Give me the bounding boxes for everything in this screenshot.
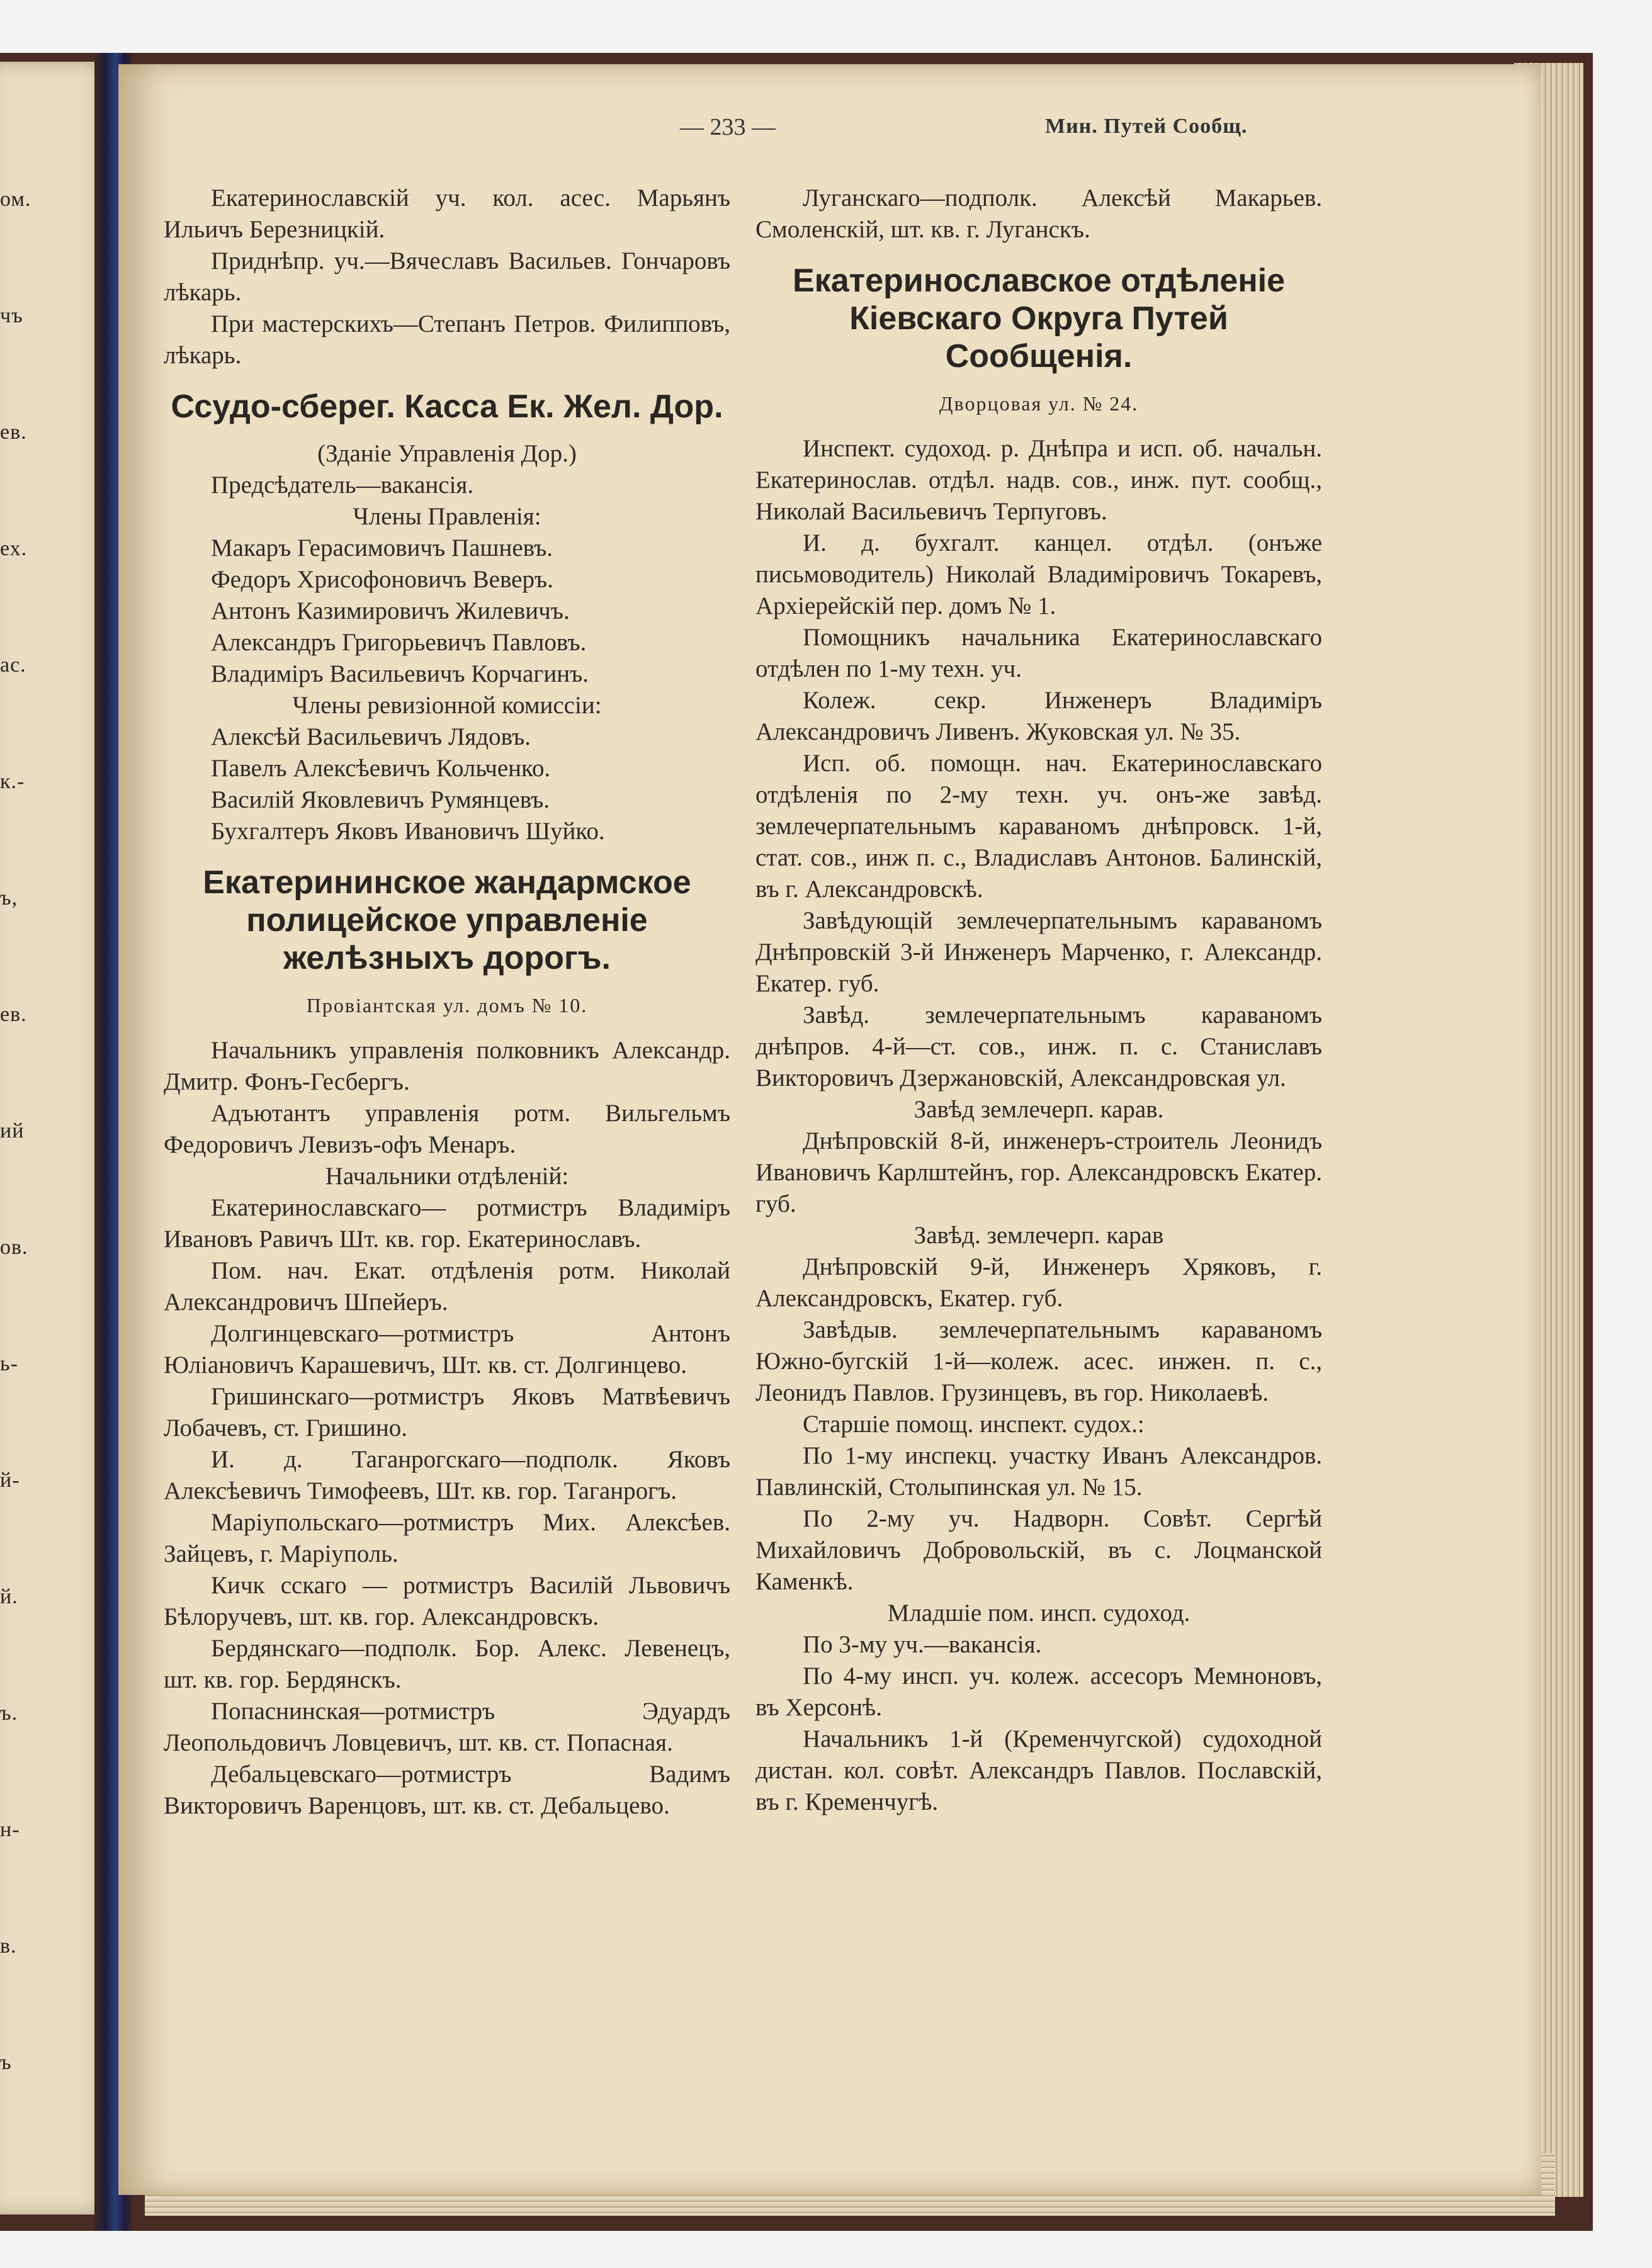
entry-paragraph: Екатеринославскаго— ротмистръ Владиміръ Ивановъ Равичъ Шт. кв. гор. Екатеринославъ. bbox=[164, 1194, 730, 1253]
subheading: Завѣд землечерп. карав. bbox=[914, 1096, 1164, 1123]
entry-paragraph: Пом. нач. Екат. отдѣленія ротм. Николай Александровичъ Шпейеръ. bbox=[164, 1257, 730, 1316]
entry-paragraph: Начальникъ управленія полковникъ Александр. Дмитр. Фонъ-Гесбергъ. bbox=[164, 1037, 730, 1095]
left-page-fragment: н- bbox=[0, 1818, 20, 1841]
left-page-fragment: ех. bbox=[0, 537, 28, 560]
entry-paragraph: При мастерскихъ—Степанъ Петров. Филипповъ, лѣкарь. bbox=[164, 310, 730, 369]
left-page-fragment: чъ bbox=[0, 304, 23, 327]
entry-paragraph: Кичк сскаго — ротмистръ Василій Львовичъ Бѣлоручевъ, шт. кв. гор. Александровскъ. bbox=[164, 1572, 730, 1630]
entry-paragraph: Бухгалтеръ Яковъ Ивановичъ Шуйко. bbox=[211, 818, 605, 845]
entry-paragraph: Маріупольскаго—ротмистръ Мих. Алексѣев. Зайцевъ, г. Маріуполь. bbox=[164, 1509, 730, 1567]
left-column bbox=[164, 183, 730, 1822]
entry-paragraph: Федоръ Хрисофоновичъ Веверъ. bbox=[211, 566, 553, 593]
entry-paragraph: Помощникъ начальника Екатеринославскаго отдѣлен по 1-му техн. уч. bbox=[755, 624, 1322, 682]
left-page-fragment: й. bbox=[0, 1585, 18, 1608]
left-page-fragment: ев. bbox=[0, 1003, 27, 1026]
page-number: — 233 — bbox=[680, 114, 776, 140]
left-page-fragment: ь- bbox=[0, 1352, 18, 1375]
entry-paragraph: По 1-му инспекц. участку Иванъ Александров. Павлинскій, Столыпинская ул. № 15. bbox=[755, 1442, 1322, 1501]
entry-paragraph: Адъютантъ управленія ротм. Вильгельмъ Федоровичъ Левизъ-офъ Менаръ. bbox=[164, 1100, 730, 1158]
left-page-fragment: ий bbox=[0, 1119, 25, 1142]
right-column bbox=[755, 183, 1322, 1818]
section-heading: Екатеринославское отдѣленіе Кіевскаго Округа Путей Сообщенія. bbox=[792, 262, 1285, 375]
left-page-fragment: ъ. bbox=[0, 1701, 18, 1725]
entry-paragraph: Завѣд. землечерпательнымъ караваномъ днѣпров. 4-й—ст. сов., инж. п. с. Станиславъ Викторовичъ Дзержановскій, Александровская ул. bbox=[755, 1001, 1322, 1092]
left-page-fragment: ас. bbox=[0, 653, 26, 677]
subheading: Младшіе пом. инсп. судоход. bbox=[887, 1599, 1191, 1627]
entry-paragraph: И. д. бухгалт. канцел. отдѣл. (онъже письмоводитель) Николай Владиміровичъ Токаревъ, Архіерейскій пер. домъ № 1. bbox=[755, 529, 1322, 619]
entry-paragraph: Луганскаго—подполк. Алексѣй Макарьев. Смоленскій, шт. кв. г. Луганскъ. bbox=[755, 184, 1322, 243]
subheading: Члены ревизіонной комиссіи: bbox=[292, 692, 602, 719]
entry-paragraph: Александръ Григорьевичъ Павловъ. bbox=[211, 629, 587, 656]
entry-paragraph: Колеж. секр. Инженеръ Владиміръ Александровичъ Ливенъ. Жуковская ул. № 35. bbox=[755, 687, 1322, 745]
entry-paragraph: Начальникъ 1-й (Кременчугской) судоходной дистан. кол. совѣт. Александръ Павлов. Пославскій, въ г. Кременчугѣ. bbox=[755, 1725, 1322, 1815]
entry-paragraph: По 2-му уч. Надворн. Совѣт. Сергѣй Михайловичъ Добровольскій, въ с. Лоцманской Каменкѣ. bbox=[755, 1505, 1322, 1595]
left-page-fragment: ев. bbox=[0, 420, 27, 444]
entry-paragraph: Макаръ Герасимовичъ Пашневъ. bbox=[211, 534, 553, 561]
subheading: Завѣд. землечерп. карав bbox=[914, 1222, 1164, 1249]
entry-paragraph: По 4-му инсп. уч. колеж. ассесоръ Мемноновъ, въ Херсонѣ. bbox=[755, 1662, 1322, 1721]
entry-paragraph: Завѣдующій землечерпательнымъ караваномъ Днѣпровскій 3-й Инженеръ Марченко, г. Александр. Екатер. губ. bbox=[755, 907, 1322, 997]
section-heading: Ссудо-сберег. Касса Ек. Жел. Дор. bbox=[171, 388, 723, 425]
entry-paragraph: Екатеринославскій уч. кол. асес. Марьянъ Ильичъ Березницкій. bbox=[164, 184, 730, 243]
entry-paragraph: Бердянскаго—подполк. Бор. Алекс. Левенецъ, шт. кв. гор. Бердянскъ. bbox=[164, 1635, 730, 1693]
entry-paragraph: Днѣпровскій 8-й, инженеръ-строитель Леонидъ Ивановичъ Карлштейнъ, гор. Александровскъ Екатер. губ. bbox=[755, 1127, 1322, 1217]
entry-paragraph: Долгинцевскаго—ротмистръ Антонъ Юліановичъ Карашевичъ, Шт. кв. ст. Долгинцево. bbox=[164, 1320, 730, 1379]
entry-paragraph: Владиміръ Васильевичъ Корчагинъ. bbox=[211, 660, 589, 687]
entry-paragraph: Предсѣдатель—вакансія. bbox=[211, 471, 474, 499]
section-address: Дворцовая ул. № 24. bbox=[939, 392, 1139, 415]
entry-paragraph: По 3-му уч.—вакансія. bbox=[803, 1631, 1042, 1658]
entry-paragraph: И. д. Таганрогскаго—подполк. Яковъ Алексѣевичъ Тимофеевъ, Шт. кв. гор. Таганрогъ. bbox=[164, 1446, 730, 1504]
left-page-fragment: ъ bbox=[0, 2051, 12, 2074]
left-page-fragment: ом. bbox=[0, 188, 31, 211]
entry-paragraph: Дебальцевскаго—ротмистръ Вадимъ Викторовичъ Варенцовъ, шт. кв. ст. Дебальцево. bbox=[164, 1761, 730, 1819]
left-page-fragment: к.- bbox=[0, 770, 25, 793]
entry-paragraph: Попаснинская—ротмистръ Эдуардъ Леопольдовичъ Ловцевичъ, шт. кв. ст. Попасная. bbox=[164, 1698, 730, 1756]
entry-paragraph: Исп. об. помощн. нач. Екатеринославскаго отдѣленія по 2-му техн. уч. онъ-же завѣд. землечерпательнымъ караваномъ днѣпровск. 1-й, стат. сов., инж п. с., Владиславъ Антонов. Балинскій, въ г. Александровскѣ. bbox=[755, 750, 1322, 903]
entry-paragraph: Алексѣй Васильевичъ Лядовъ. bbox=[211, 723, 531, 750]
section-heading: Екатерининское жандармское полицейское управленіе желѣзныхъ дорогъ. bbox=[203, 864, 691, 976]
entry-paragraph: Павелъ Алексѣевичъ Кольченко. bbox=[211, 755, 551, 782]
entry-paragraph: Завѣдыв. землечерпательнымъ караваномъ Южно-бугскій 1-й—колеж. асес. инжен. п. с., Леонидъ Павлов. Грузинцевъ, въ гор. Николаевѣ. bbox=[755, 1316, 1322, 1406]
left-page-fragment: в. bbox=[0, 1934, 17, 1958]
entry-paragraph: Гришинскаго—ротмистръ Яковъ Матвѣевичъ Лобачевъ, ст. Гришино. bbox=[164, 1383, 730, 1441]
entry-paragraph: Инспект. судоход. р. Днѣпра и исп. об. начальн. Екатеринослав. отдѣл. надв. сов., инж. пут. сообщ., Николай Васильевичъ Терпуговъ. bbox=[755, 435, 1322, 525]
entry-paragraph: Старшіе помощ. инспект. судох.: bbox=[803, 1411, 1145, 1438]
left-page-fragment: й- bbox=[0, 1469, 20, 1492]
section-address: Провіантская ул. домъ № 10. bbox=[306, 994, 588, 1017]
entry-paragraph: Антонъ Казимировичъ Жилевичъ. bbox=[211, 597, 570, 624]
subheading: (Зданіе Управленія Дор.) bbox=[317, 440, 577, 467]
left-page-fragment: ов. bbox=[0, 1236, 28, 1259]
entry-paragraph: Приднѣпр. уч.—Вячеславъ Васильев. Гончаровъ лѣкарь. bbox=[164, 247, 730, 306]
left-page-fragment: ъ, bbox=[0, 886, 18, 910]
subheading: Начальники отдѣленій: bbox=[325, 1163, 569, 1190]
entry-paragraph: Днѣпровскій 9-й, Инженеръ Хряковъ, г. Александровскъ, Екатер. губ. bbox=[755, 1253, 1322, 1312]
running-head: Мин. Путей Сообщ. bbox=[1045, 115, 1248, 138]
subheading: Члены Правленія: bbox=[353, 503, 541, 530]
entry-paragraph: Василій Яковлевичъ Румянцевъ. bbox=[211, 786, 550, 813]
